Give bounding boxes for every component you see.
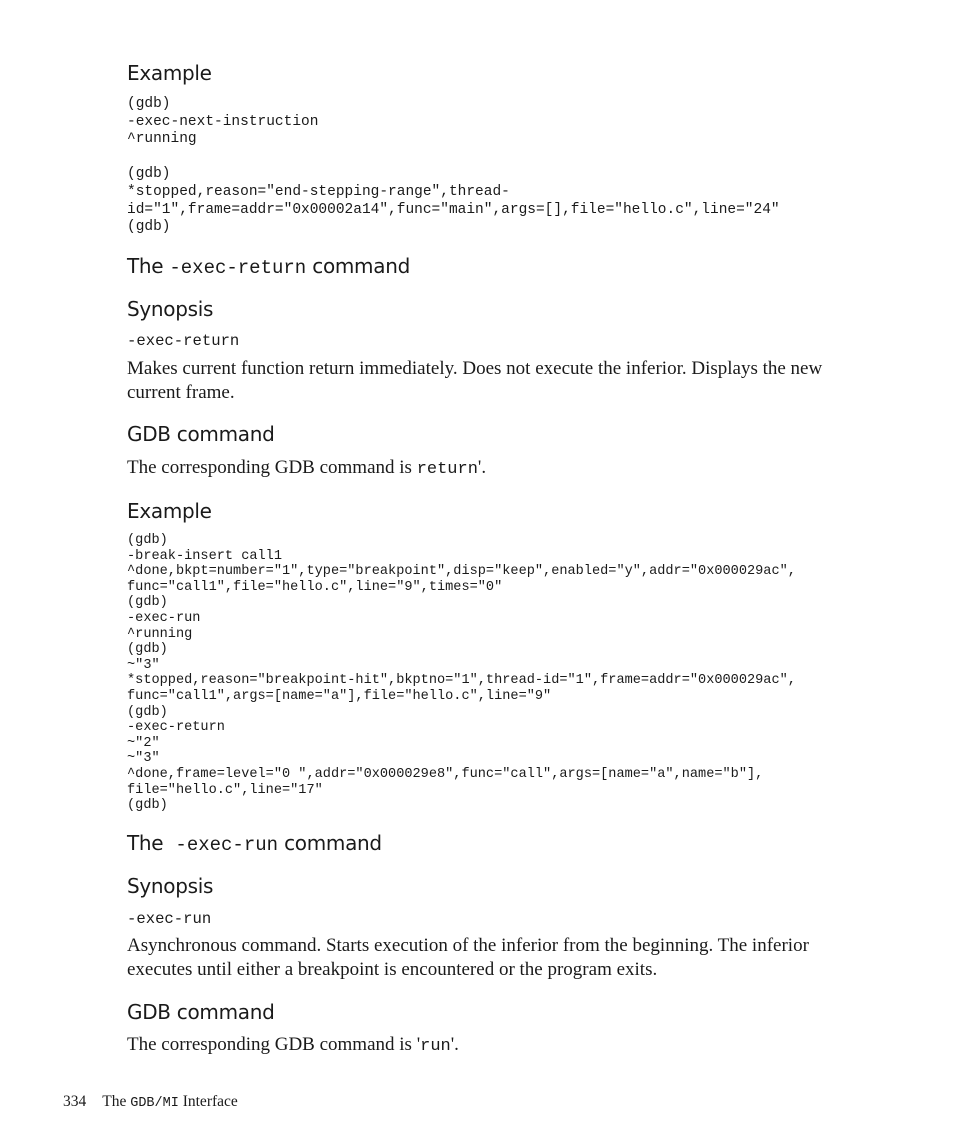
gdb-text-suffix: '. xyxy=(450,1034,459,1055)
description-paragraph: Asynchronous command. Starts execution of the inferior from the beginning. The inferior executes until either a breakpoint is encountered or the program exits. xyxy=(127,935,809,980)
gdb-command-code: run xyxy=(420,1037,451,1056)
gdb-command-code: return xyxy=(416,460,478,479)
exec-run-section-title xyxy=(127,831,382,857)
gdb-command-paragraph xyxy=(127,1033,847,1059)
title-suffix: command xyxy=(278,831,382,855)
synopsis-heading: Synopsis xyxy=(127,874,214,898)
example-heading: Example xyxy=(127,499,212,523)
title-suffix: command xyxy=(306,254,410,278)
synopsis-heading: Synopsis xyxy=(127,297,214,321)
gdb-text-prefix: The corresponding GDB command is xyxy=(127,457,417,478)
title-prefix: The xyxy=(127,254,170,278)
synopsis-code: -exec-run xyxy=(127,910,212,928)
gdb-text-suffix: '. xyxy=(477,457,487,478)
command-name: -exec-return xyxy=(169,257,307,279)
footer-text-suffix: Interface xyxy=(178,1093,238,1110)
description-paragraph: Makes current function return immediately. Does not execute the inferior. Displays the new current frame. xyxy=(127,358,823,403)
page-number: 334 xyxy=(63,1093,87,1110)
example-heading: Example xyxy=(127,61,212,85)
gdb-text-prefix: The corresponding GDB command is ' xyxy=(127,1034,421,1055)
gdb-command-paragraph xyxy=(127,456,847,482)
synopsis-code: -exec-return xyxy=(127,332,240,350)
exec-return-section-title xyxy=(127,254,410,280)
footer-mono-text: GDB/MI xyxy=(130,1096,179,1111)
example-code-block: (gdb) -exec-next-instruction ^running (gdb) *stopped,reason="end-stepping-range",thread- id="1",frame=addr="0x00002a14",func="main",args=[],file="hello.c",line="24" (gdb) xyxy=(127,96,780,236)
command-name: -exec-run xyxy=(175,834,279,856)
example-code-block: (gdb) -break-insert call1 ^done,bkpt=number="1",type="breakpoint",disp="keep",enabled="y",addr="0x000029ac", func="call1",file="hello.c",line="9",times="0" (gdb) -exec-run ^running (gdb) ~"3" *stopped,reason="breakpoint-hit",bkptno="1",thread-id="1",frame=addr="0x000029ac", func="call1",args=[name="a"],file="hello.c",line="9" (gdb) -exec-return ~"2" ~"3" ^done,frame=level="0 ",addr="0x000029e8",func="call",args=[name="a",name="b"], file="hello.c",line="17" (gdb) xyxy=(127,533,796,814)
page-footer xyxy=(63,1092,238,1114)
gdb-command-heading: GDB command xyxy=(127,1000,275,1024)
footer-text-prefix: The xyxy=(102,1093,131,1110)
gdb-command-heading: GDB command xyxy=(127,422,275,446)
title-prefix: The xyxy=(127,831,176,855)
